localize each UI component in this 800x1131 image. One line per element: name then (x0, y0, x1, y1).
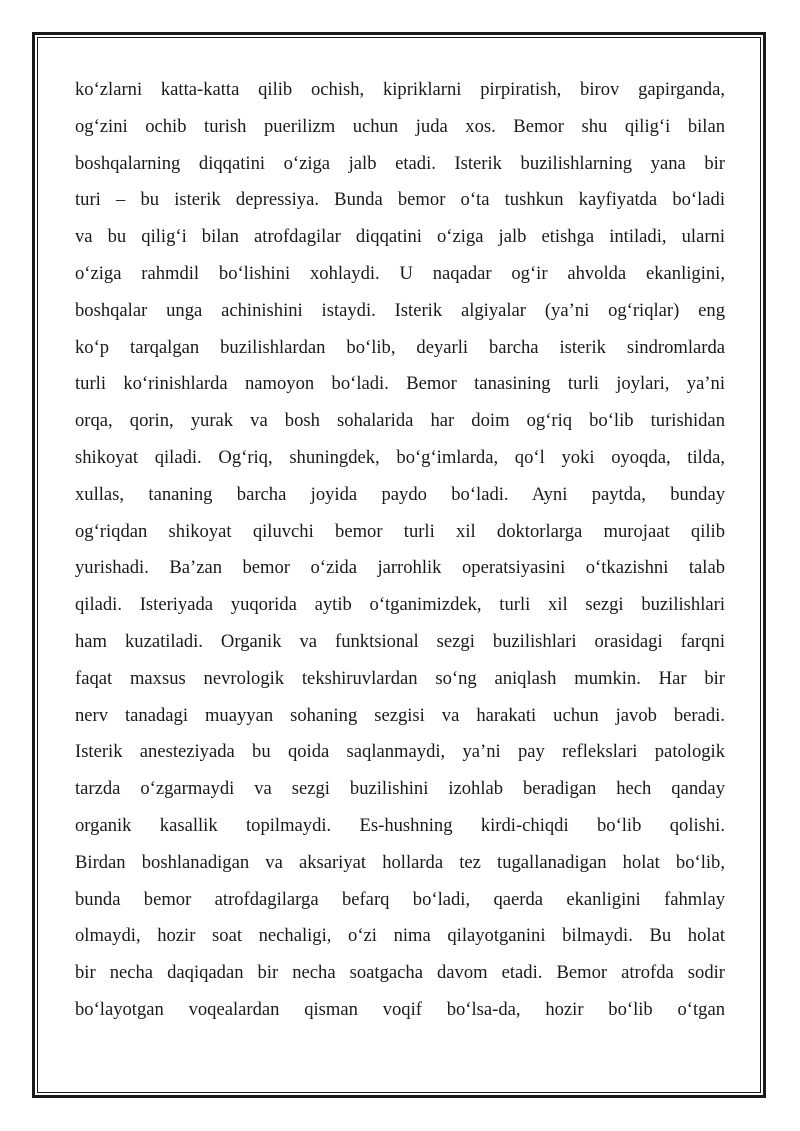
text-line: turli ko‘rinishlarda namoyon bo‘ladi. Bemor tanasining turli joylari, ya’ni (75, 373, 725, 395)
text-line: og‘riqdan shikoyat qiluvchi bemor turli xil doktorlarga murojaat qilib (75, 520, 725, 542)
text-line: yurishadi. Ba’zan bemor o‘zida jarrohlik operatsiyasini o‘tkazishni talab (75, 557, 725, 579)
text-line: ko‘p tarqalgan buzilishlardan bo‘lib, deyarli barcha isterik sindromlarda (75, 336, 725, 358)
text-line: bunda bemor atrofdagilarga befarq bo‘ladi, qaerda ekanligini fahmlay (75, 888, 725, 910)
text-line: tarzda o‘zgarmaydi va sezgi buzilishini izohlab beradigan hech qanday (75, 778, 725, 800)
text-line: faqat maxsus nevrologik tekshiruvlardan so‘ng aniqlash mumkin. Har bir (75, 667, 725, 689)
text-line: Birdan boshlanadigan va aksariyat hollarda tez tugallanadigan holat bo‘lib, (75, 851, 725, 873)
text-line: organik kasallik topilmaydi. Es-hushning kirdi-chiqdi bo‘lib qolishi. (75, 814, 725, 836)
text-line: olmaydi, hozir soat nechaligi, o‘zi nima qilayotganini bilmaydi. Bu holat (75, 925, 725, 947)
text-line: bo‘layotgan voqealardan qisman voqif bo‘lsa-da, hozir bo‘lib o‘tgan (75, 998, 725, 1020)
text-line: xullas, tananing barcha joyida paydo bo‘ladi. Ayni paytda, bunday (75, 483, 725, 505)
text-line: boshqalarning diqqatini o‘ziga jalb etadi. Isterik buzilishlarning yana bir (75, 152, 725, 174)
text-line: qiladi. Isteriyada yuqorida aytib o‘tganimizdek, turli xil sezgi buzilishlari (75, 594, 725, 616)
text-line: orqa, qorin, yurak va bosh sohalarida har doim og‘riq bo‘lib turishidan (75, 410, 725, 432)
text-line: shikoyat qiladi. Og‘riq, shuningdek, bo‘g‘imlarda, qo‘l yoki oyoqda, tilda, (75, 446, 725, 468)
text-line: ham kuzatiladi. Organik va funktsional sezgi buzilishlari orasidagi farqni (75, 630, 725, 652)
text-line: va bu qilig‘i bilan atrofdagilar diqqatini o‘ziga jalb etishga intiladi, ularni (75, 226, 725, 248)
text-line: og‘zini ochib turish puerilizm uchun juda xos. Bemor shu qilig‘i bilan (75, 115, 725, 137)
text-line: o‘ziga rahmdil bo‘lishini xohlaydi. U naqadar og‘ir ahvolda ekanligini, (75, 262, 725, 284)
text-line: ko‘zlarni katta-katta qilib ochish, kipriklarni pirpiratish, birov gapirganda, (75, 79, 725, 100)
text-line: Isterik anesteziyada bu qoida saqlanmaydi, ya’ni pay reflekslari patologik (75, 741, 725, 763)
text-line: bir necha daqiqadan bir necha soatgacha davom etadi. Bemor atrofda sodir (75, 962, 725, 984)
text-line: nerv tanadagi muayyan sohaning sezgisi va harakati uchun javob beradi. (75, 704, 725, 726)
document-body (75, 72, 725, 1029)
text-line: turi – bu isterik depressiya. Bunda bemor o‘ta tushkun kayfiyatda bo‘ladi (75, 189, 725, 211)
text-line: boshqalar unga achinishini istaydi. Isterik algiyalar (ya’ni og‘riqlar) eng (75, 299, 725, 321)
